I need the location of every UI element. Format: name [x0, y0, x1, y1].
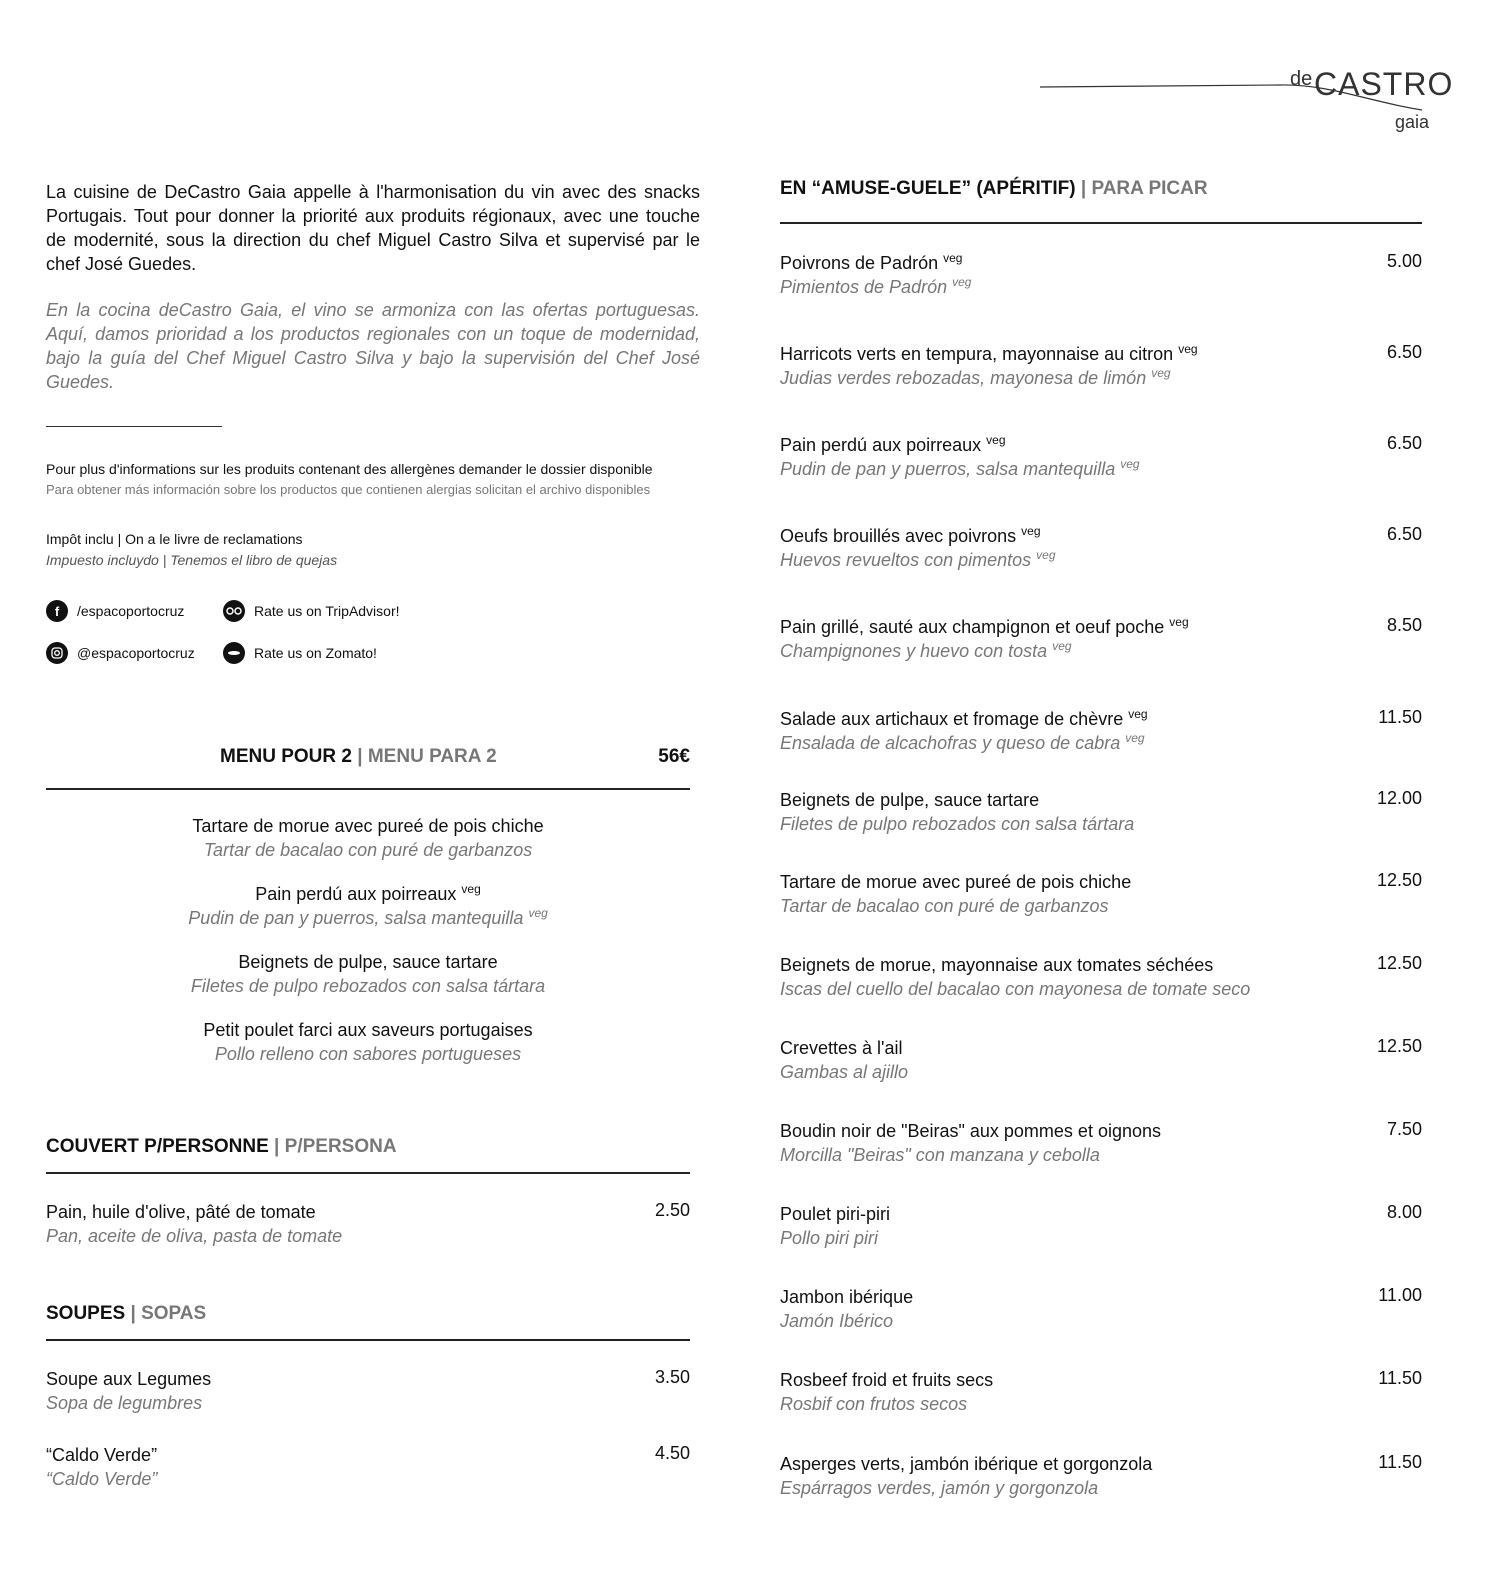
allergen-note-french: Pour plus d'informations sur les produits contenant des allergènes demander le dossier disponible [46, 461, 653, 477]
item-name-spanish-text: Ensalada de alcachofras y queso de cabra [780, 733, 1121, 753]
item-name-spanish [780, 548, 1422, 572]
item-name-french-text: Oeufs brouillés avec poivrons [780, 526, 1017, 546]
title-spanish: | P/PERSONA [274, 1136, 397, 1157]
veg-tag: veg [1120, 457, 1140, 471]
menu-for-two-price: 56€ [658, 746, 690, 767]
menu-item [780, 870, 1422, 918]
item-price: 4.50 [654, 1443, 690, 1463]
item-name-spanish-text: Pudin de pan y puerros, salsa mantequilla [780, 459, 1116, 479]
item-name-french-text: Salade aux artichaux et fromage de chèvre [780, 709, 1124, 729]
item-price: 11.50 [1378, 1368, 1422, 1388]
divider [46, 426, 222, 427]
item-name-spanish [780, 1309, 1422, 1333]
item-name-spanish [780, 977, 1422, 1001]
item-name-spanish-text: Rosbif con frutos secos [780, 1394, 968, 1414]
item-name-french-text: Beignets de morue, mayonnaise aux tomates séchées [780, 955, 1214, 975]
item-price: 6.50 [1386, 524, 1422, 544]
menu-item [780, 1368, 1422, 1416]
item-name-spanish [780, 812, 1422, 836]
title-spanish: | PARA PICAR [1080, 178, 1208, 199]
item-name-spanish [780, 275, 1422, 299]
item-name-spanish-text: Tartar de bacalao con puré de garbanzos [780, 896, 1109, 916]
item-name-spanish-text: Pollo relleno con sabores portugueses [214, 1044, 522, 1064]
menu-item [46, 814, 690, 862]
item-name-spanish [46, 838, 690, 862]
item-name-spanish-text: Pudin de pan y puerros, salsa mantequilla [188, 908, 524, 928]
veg-tag: veg [952, 275, 972, 289]
menu-item [46, 1443, 690, 1491]
tripadvisor-icon [223, 600, 245, 622]
amuse-title [780, 178, 1422, 222]
item-name-french [780, 615, 1422, 639]
menu-item [780, 707, 1422, 755]
item-name-french [780, 953, 1422, 977]
item-name-french [46, 814, 690, 838]
menu-item [46, 882, 690, 930]
item-name-spanish-text: Judias verdes rebozadas, mayonesa de limón [780, 368, 1147, 388]
item-price: 12.00 [1376, 788, 1422, 808]
item-name-spanish-text: Huevos revueltos con pimentos [780, 550, 1032, 570]
item-name-spanish-text: Espárragos verdes, jamón y gorgonzola [780, 1478, 1099, 1498]
item-name-french-text: Harricots verts en tempura, mayonnaise au citron [780, 344, 1174, 364]
item-name-french-text: Poivrons de Padrón [780, 253, 939, 273]
menu-item [780, 524, 1422, 572]
item-name-spanish-text: Filetes de pulpo rebozados con salsa tártara [780, 814, 1135, 834]
menu-item [46, 1200, 690, 1248]
amuse-section [780, 178, 1422, 1498]
item-name-spanish-text: Morcilla "Beiras" con manzana y cebolla [780, 1145, 1100, 1165]
menu-for-two-title [220, 746, 497, 768]
couvert-section [46, 1136, 690, 1248]
menu-item [780, 1202, 1422, 1250]
item-name-spanish [780, 731, 1422, 755]
item-name-spanish [46, 906, 690, 930]
item-name-spanish [46, 974, 690, 998]
item-name-spanish-text: Pollo piri piri [780, 1228, 879, 1248]
veg-tag: veg [1052, 639, 1072, 653]
couvert-title [46, 1136, 690, 1172]
item-name-spanish-text: Pimientos de Padrón [780, 277, 948, 297]
item-name-spanish [780, 1226, 1422, 1250]
intro-french: La cuisine de DeCastro Gaia appelle à l'harmonisation du vin avec des snacks Portugais. Tout pour donner la priorité aux produits régionaux, avec une touche de modernité, sous la direction du chef Miguel Castro Silva et supervisé par le chef José Guedes. [46, 182, 700, 274]
social-links [46, 598, 466, 678]
item-name-french-text: Crevettes à l'ail [780, 1038, 903, 1058]
menu-for-two [46, 746, 690, 1086]
item-name-french-text: Asperges verts, jambón ibérique et gorgonzola [780, 1454, 1153, 1474]
item-name-french [46, 950, 690, 974]
instagram-link[interactable] [46, 642, 195, 664]
intro-spanish: En la cocina deCastro Gaia, el vino se armoniza con las ofertas portuguesas. Aquí, damos prioridad a los productos regionales con un toque de modernidad, bajo la guía del Chef Miguel Castro Silva y bajo la supervisión del Chef José Guedes. [46, 300, 700, 392]
veg-tag: veg [986, 433, 1006, 447]
item-price: 11.00 [1378, 1285, 1422, 1305]
item-name-spanish [780, 1060, 1422, 1084]
soupes-section [46, 1303, 690, 1491]
item-name-spanish [780, 639, 1422, 663]
item-name-spanish-text: Gambas al ajillo [780, 1062, 909, 1082]
allergen-note-spanish: Para obtener más información sobre los productos que contienen alergias solicitan el archivo disponibles [46, 482, 651, 497]
facebook-icon: f [46, 600, 68, 622]
menu-item [780, 1036, 1422, 1084]
tripadvisor-label: Rate us on TripAdvisor! [254, 603, 400, 619]
item-name-spanish: Pan, aceite de oliva, pasta de tomate [46, 1226, 343, 1246]
item-name-french [780, 1368, 1422, 1392]
veg-tag: veg [1021, 524, 1041, 538]
brand-logo [1040, 58, 1454, 138]
item-name-french: “Caldo Verde” [46, 1445, 158, 1465]
item-name-french [780, 1119, 1422, 1143]
item-name-spanish-text: Tartar de bacalao con puré de garbanzos [203, 840, 533, 860]
logo-castro: CASTRO [1314, 66, 1454, 102]
item-name-french [780, 251, 1422, 275]
item-name-spanish [780, 457, 1422, 481]
item-name-french [780, 1452, 1422, 1476]
menu-item [780, 1119, 1422, 1167]
veg-tag: veg [1128, 707, 1148, 721]
logo-de: de [1290, 68, 1313, 90]
zomato-link[interactable] [223, 642, 377, 664]
veg-tag: veg [1125, 731, 1145, 745]
menu-item [780, 433, 1422, 481]
title-spanish: | SOPAS [130, 1303, 207, 1324]
logo-gaia: gaia [1395, 112, 1430, 132]
item-price: 2.50 [654, 1200, 690, 1220]
section-rule [46, 1172, 690, 1174]
tripadvisor-link[interactable] [223, 600, 400, 622]
veg-tag: veg [943, 251, 963, 265]
item-name-french: Soupe aux Legumes [46, 1369, 212, 1389]
menu-item [780, 1285, 1422, 1333]
menu-item [46, 950, 690, 998]
item-price: 12.50 [1376, 1036, 1422, 1056]
item-name-french-text: Rosbeef froid et fruits secs [780, 1370, 994, 1390]
item-name-french [780, 707, 1422, 731]
item-name-french [780, 433, 1422, 457]
item-price: 8.50 [1386, 615, 1422, 635]
item-name-spanish [780, 366, 1422, 390]
item-name-french [46, 882, 690, 906]
item-name-french-text: Pain perdú aux poirreaux [255, 884, 457, 904]
instagram-handle: @espacoportocruz [77, 645, 195, 661]
veg-tag: veg [461, 882, 481, 896]
item-name-french-text: Tartare de morue avec pureé de pois chiche [780, 872, 1132, 892]
menu-item [780, 788, 1422, 836]
item-name-spanish [46, 1042, 690, 1066]
menu-for-two-items [46, 814, 690, 1066]
item-name-french-text: Pain grillé, sauté aux champignon et oeuf poche [780, 617, 1165, 637]
item-name-french: Pain, huile d'olive, pâté de tomate [46, 1202, 316, 1222]
menu-item [46, 1367, 690, 1415]
item-name-french [780, 1202, 1422, 1226]
veg-tag: veg [1169, 615, 1189, 629]
item-name-spanish-text: Jamón Ibérico [780, 1311, 894, 1331]
item-name-french-text: Petit poulet farci aux saveurs portugaises [203, 1020, 533, 1040]
item-name-french [780, 870, 1422, 894]
item-name-french [780, 342, 1422, 366]
item-price: 7.50 [1386, 1119, 1422, 1139]
item-name-french [780, 524, 1422, 548]
title-spanish: | MENU PARA 2 [357, 746, 497, 767]
item-price: 8.00 [1386, 1202, 1422, 1222]
item-price: 12.50 [1376, 953, 1422, 973]
menu-item [780, 615, 1422, 663]
item-price: 11.50 [1378, 1452, 1422, 1472]
soupes-title [46, 1303, 690, 1339]
item-name-french [780, 1285, 1422, 1309]
item-name-spanish-text: Filetes de pulpo rebozados con salsa tártara [190, 976, 546, 996]
item-name-french [780, 1036, 1422, 1060]
item-name-spanish [780, 1476, 1422, 1500]
veg-tag: veg [1178, 342, 1198, 356]
item-name-french-text: Jambon ibérique [780, 1287, 914, 1307]
facebook-link[interactable] [46, 600, 184, 622]
item-name-french-text: Tartare de morue avec pureé de pois chiche [192, 816, 544, 836]
item-price: 5.00 [1386, 251, 1422, 271]
item-price: 12.50 [1376, 870, 1422, 890]
section-rule [780, 222, 1422, 224]
item-name-spanish-text: Iscas del cuello del bacalao con mayonesa de tomate seco [780, 979, 1251, 999]
menu-item [780, 1452, 1422, 1500]
title-french: EN “AMUSE-GUELE” (APÉRITIF) [780, 178, 1076, 199]
tax-note-french: Impôt inclu | On a le livre de reclamations [46, 531, 303, 547]
title-french: MENU POUR 2 [220, 746, 352, 767]
item-price: 3.50 [654, 1367, 690, 1387]
item-price: 6.50 [1386, 342, 1422, 362]
item-name-spanish: Sopa de legumbres [46, 1393, 203, 1413]
menu-item [780, 342, 1422, 390]
item-name-french-text: Beignets de pulpe, sauce tartare [780, 790, 1040, 810]
menu-item [780, 251, 1422, 299]
item-price: 6.50 [1386, 433, 1422, 453]
veg-tag: veg [1036, 548, 1056, 562]
item-name-french [46, 1018, 690, 1042]
item-name-french-text: Pain perdú aux poirreaux [780, 435, 982, 455]
title-french: COUVERT P/PERSONNE [46, 1136, 269, 1157]
section-rule [46, 1339, 690, 1341]
veg-tag: veg [528, 906, 548, 920]
veg-tag: veg [1151, 366, 1171, 380]
menu-item [46, 1018, 690, 1066]
item-name-french-text: Boudin noir de "Beiras" aux pommes et oignons [780, 1121, 1161, 1141]
section-rule [46, 788, 690, 790]
item-name-spanish [780, 894, 1422, 918]
item-name-french-text: Beignets de pulpe, sauce tartare [238, 952, 498, 972]
item-price: 11.50 [1378, 707, 1422, 727]
intro-block [46, 180, 700, 568]
item-name-french-text: Poulet piri-piri [780, 1204, 891, 1224]
menu-item [780, 953, 1422, 1001]
item-name-spanish-text: Champignones y huevo con tosta [780, 641, 1048, 661]
item-name-spanish [780, 1392, 1422, 1416]
item-name-french [780, 788, 1422, 812]
zomato-icon [223, 642, 245, 664]
title-french: SOUPES [46, 1303, 126, 1324]
tax-note-spanish: Impuesto incluydo | Tenemos el libro de quejas [46, 552, 338, 568]
facebook-handle: /espacoportocruz [77, 603, 185, 619]
item-name-spanish: “Caldo Verde” [46, 1469, 158, 1489]
zomato-label: Rate us on Zomato! [254, 645, 377, 661]
item-name-spanish [780, 1143, 1422, 1167]
instagram-icon [46, 642, 68, 664]
